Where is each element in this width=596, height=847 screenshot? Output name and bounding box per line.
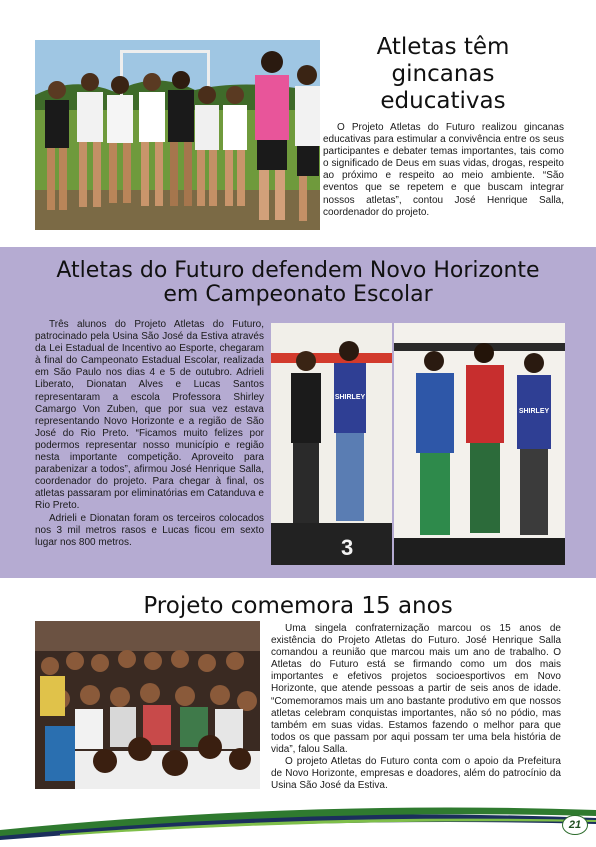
- article-gincanas-text: O Projeto Atletas do Futuro realizou gincanas educativas para estimular a convivência entre os seus participantes e debater temas importantes, tais como o significado de Deus em suas vidas, drogas, respeito ao próximo e respeito ao meio ambiente. “São eventos que se repetem e que buscam integrar nossos atletas”, contou José Henrique Salla, coordenador do projeto.: [323, 122, 564, 218]
- podium-number: 3: [341, 535, 354, 560]
- headline-gincanas: Atletas têm gincanas educativas: [376, 34, 510, 114]
- page-number: 21: [562, 815, 588, 835]
- article-15-anos-paragraph: O projeto Atletas do Futuro conta com o apoio da Prefeitura de Novo Horizonte, empresas e doadores, além do patrocínio da Usina São José da Estiva.: [271, 756, 561, 792]
- shirt-label-1: SHIRLEY: [334, 394, 366, 401]
- headline-15-anos: Projeto comemora 15 anos: [143, 593, 453, 619]
- shirt-label-2: SHIRLEY: [518, 408, 550, 415]
- footer-swoosh: [0, 800, 596, 842]
- photo-podium-adrieli: [271, 323, 392, 565]
- photo-podium-boys: [394, 323, 565, 565]
- article-campeonato-paragraph: Três alunos do Projeto Atletas do Futuro, patrocinado pela Usina São José da Estiva através da Lei Estadual de Incentivo ao Esporte, chegaram à final do Campeonato Estadual Escolar, realizada em São Paulo nos dias 4 e 5 de outubro. Adrieli Liberato, Dionatan Alves e Lucas Santos representaram a escola Professora Shirley Camargo Von Zuben, que por sua vez estava representando Novo Horizonte e a região de São José do Rio Preto. “Ficamos muito felizes por podermos representar nosso município e região nesta importante competição. Aproveito para parabenizar a todos”, afirmou José Henrique Salla, coordenador do projeto. Para chegar à final, os atletas passaram por eliminatórias em Catanduva e Rio Preto.: [35, 319, 264, 512]
- article-gincanas-body: [323, 122, 564, 219]
- article-campeonato-paragraph: Adrieli e Dionatan foram os terceiros colocados nos 3 mil metros rasos e Lucas ficou em sexto lugar nos 800 metros.: [35, 512, 264, 548]
- photo-celebration: [35, 621, 260, 789]
- article-15-anos-paragraph: Uma singela confraternização marcou os 15 anos de existência do Projeto Atletas do Futuro. José Henrique Salla comandou a reunião que marcou mais um ano de trabalho. O Atletas do Futuro está se firmando como um dos mais importantes e efetivos projetos socioesportivos em Novo Horizonte, que atende pessoas a partir de seis anos de idade. “Comemoramos mais um ano bastante produtivo em que nossos atletas celebram conquistas importantes, não só no pódio, mas também em suas vidas. Estamos fazendo o melhor para que todos os que passam por aqui possam ter uma bela história de vida”, falou Salla.: [271, 623, 561, 755]
- headline-campeonato: [0, 259, 596, 307]
- headline-campeonato-line2: em Campeonato Escolar: [163, 282, 433, 307]
- photo-athletes-group: [35, 40, 320, 230]
- article-15-anos-body: [271, 623, 561, 792]
- headline-campeonato-line1: Atletas do Futuro defendem Novo Horizonte: [56, 258, 540, 283]
- article-campeonato-body: [35, 319, 264, 549]
